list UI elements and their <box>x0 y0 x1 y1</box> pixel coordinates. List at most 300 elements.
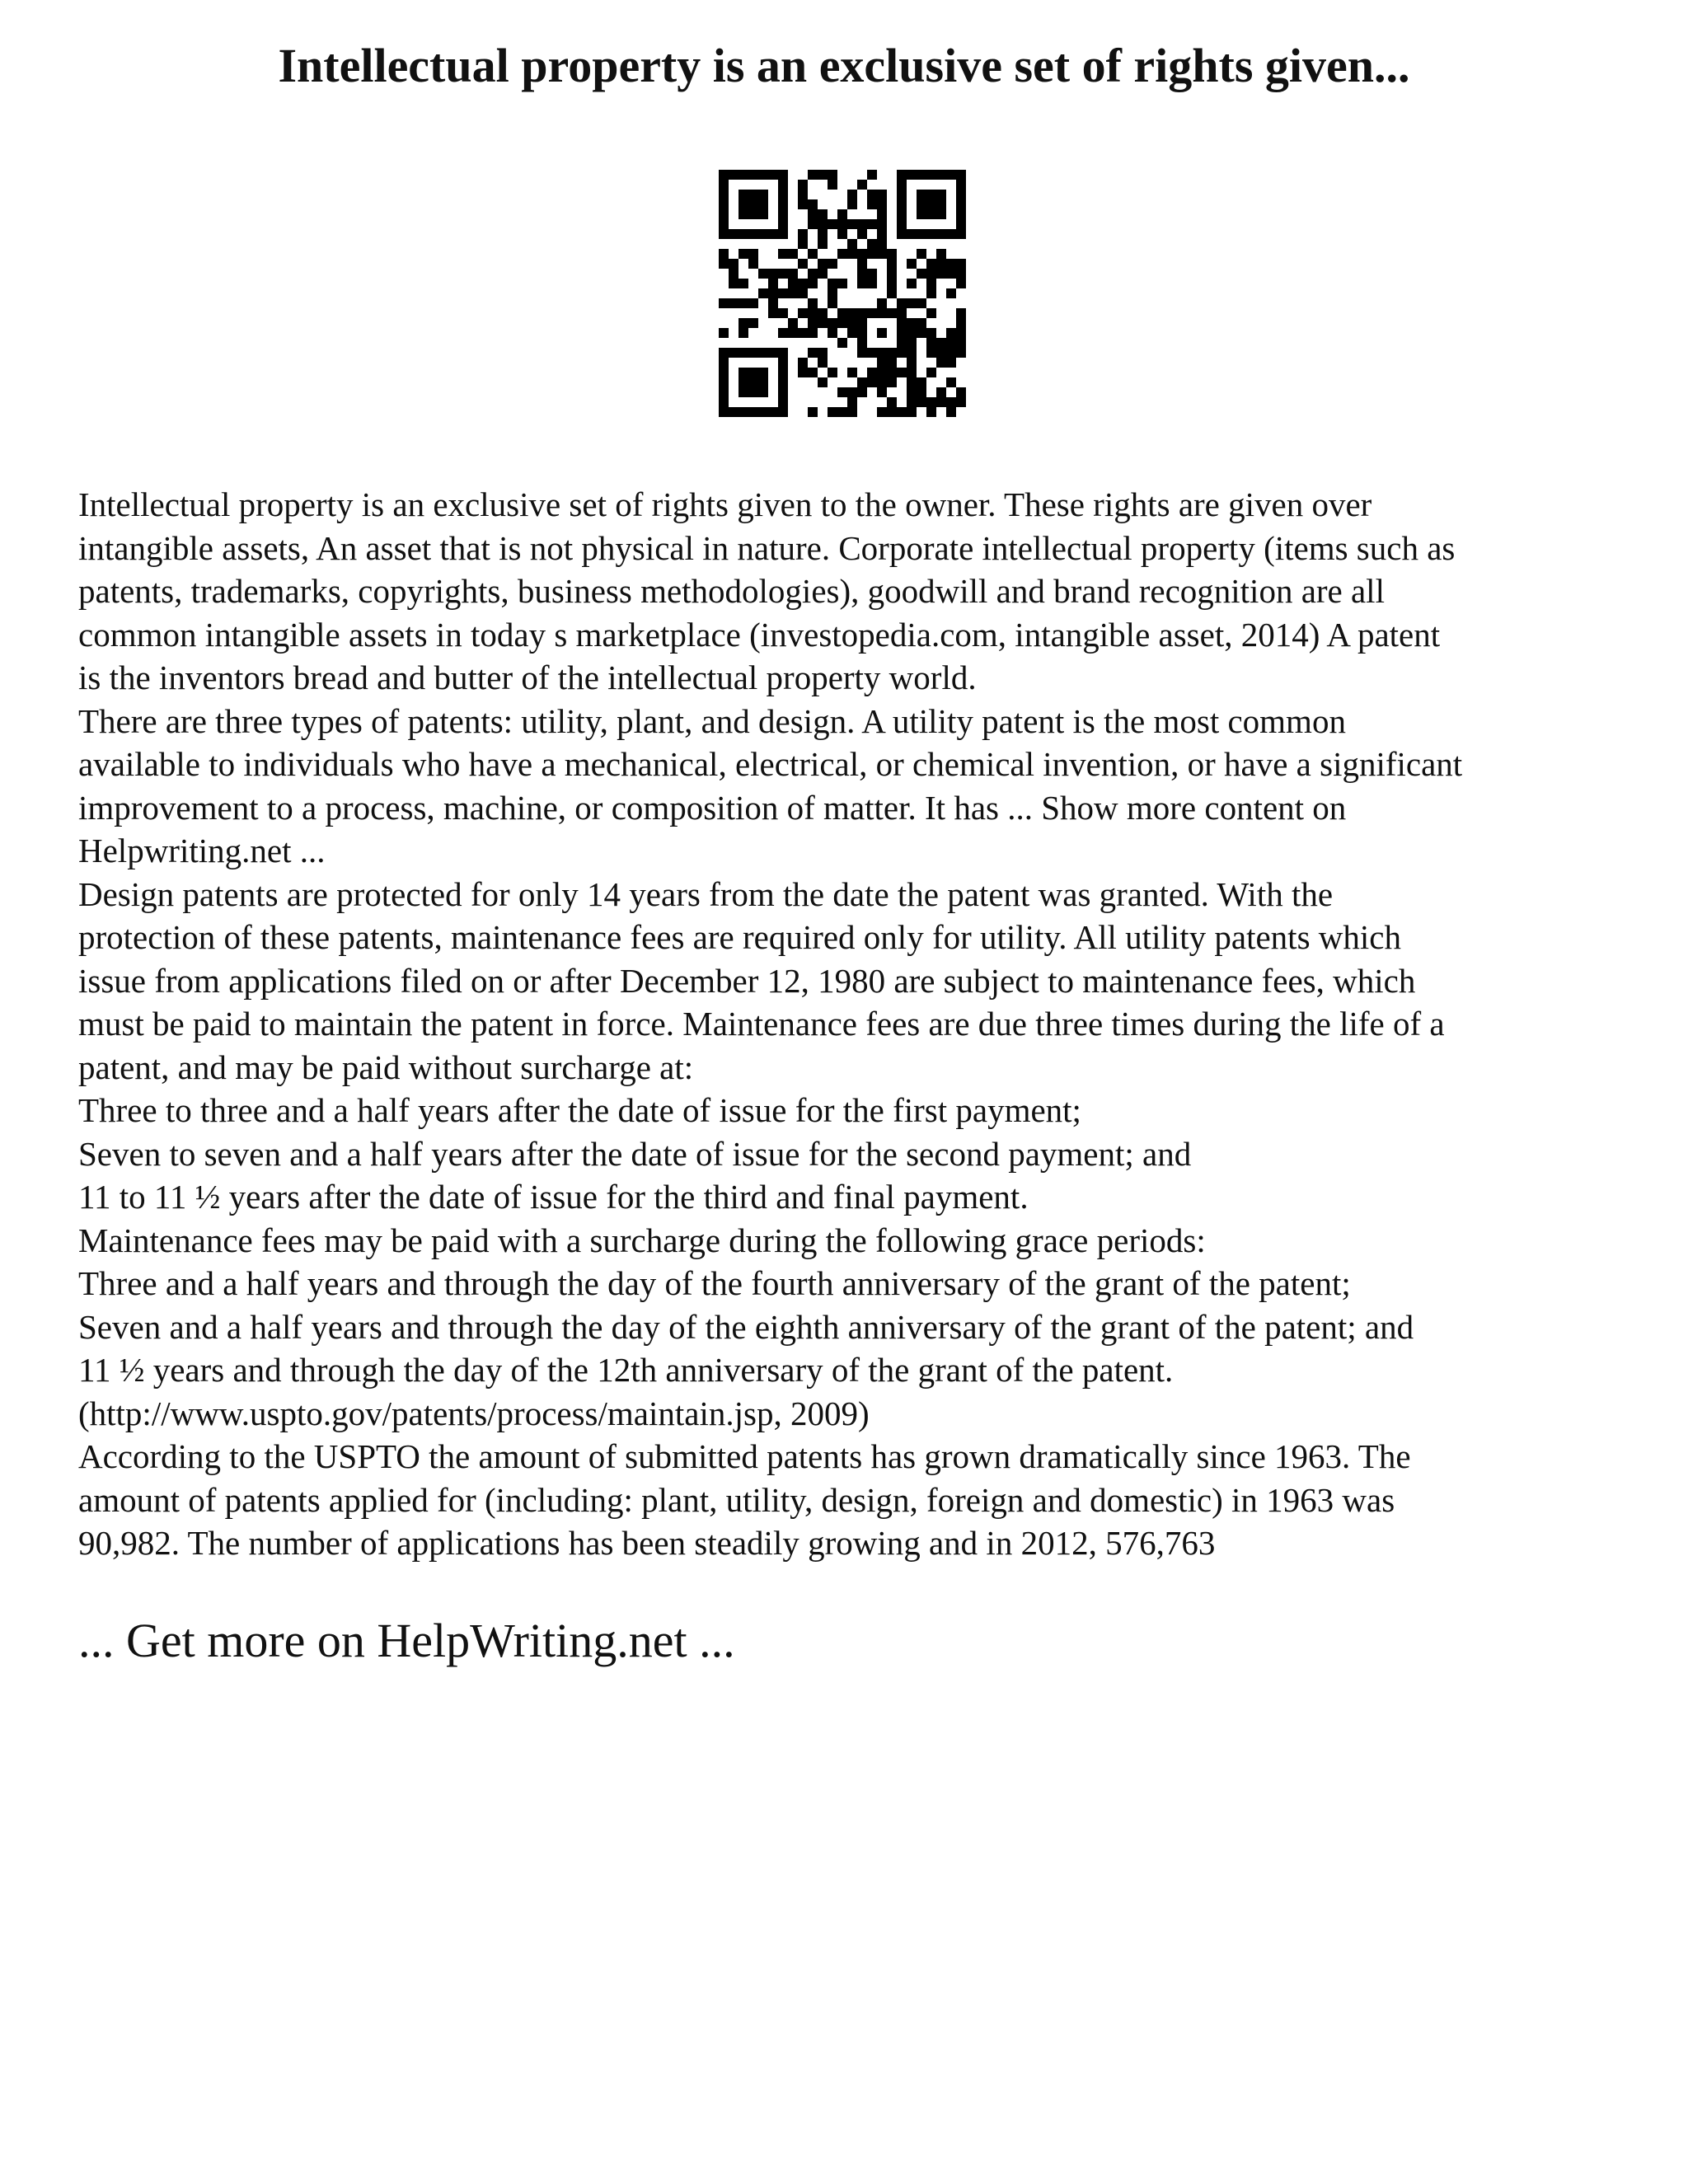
qr-module <box>729 229 738 239</box>
qr-module <box>936 249 946 259</box>
qr-module <box>847 407 857 417</box>
qr-module <box>897 308 907 318</box>
qr-module <box>857 328 867 338</box>
qr-module <box>748 229 758 239</box>
qr-module <box>936 229 946 239</box>
qr-module <box>936 190 946 199</box>
qr-module <box>946 328 956 338</box>
qr-module <box>857 308 867 318</box>
qr-module <box>877 407 887 417</box>
qr-module <box>956 229 966 239</box>
qr-module <box>907 170 917 180</box>
qr-module <box>956 190 966 199</box>
qr-module <box>936 170 946 180</box>
qr-module <box>738 318 748 328</box>
qr-module <box>798 358 808 368</box>
qr-module <box>778 328 788 338</box>
qr-module <box>748 199 758 209</box>
qr-module <box>778 249 788 259</box>
qr-module <box>907 397 917 407</box>
qr-module <box>798 190 808 199</box>
qr-module <box>897 338 907 348</box>
qr-module <box>907 348 917 358</box>
qr-module <box>887 348 897 358</box>
qr-module <box>758 387 768 397</box>
qr-module <box>867 308 877 318</box>
qr-module <box>837 387 847 397</box>
qr-module <box>907 338 917 348</box>
qr-module <box>719 358 729 368</box>
qr-module <box>847 397 857 407</box>
body-line: intangible assets, An asset that is not physical in nature. Corporate intellectual property (items such as <box>78 528 1456 567</box>
qr-module <box>907 368 917 377</box>
qr-module <box>936 387 946 397</box>
qr-module <box>907 328 917 338</box>
qr-module <box>936 269 946 279</box>
qr-module <box>847 239 857 249</box>
qr-module <box>926 288 936 298</box>
qr-module <box>897 407 907 417</box>
qr-module <box>917 318 926 328</box>
qr-module <box>828 328 837 338</box>
qr-module <box>828 298 837 308</box>
qr-module <box>738 199 748 209</box>
qr-module <box>897 368 907 377</box>
qr-module <box>917 397 926 407</box>
qr-module <box>867 190 877 199</box>
qr-module <box>907 318 917 328</box>
qr-module <box>778 308 788 318</box>
qr-module <box>808 407 818 417</box>
qr-module <box>798 239 808 249</box>
qr-module <box>917 377 926 387</box>
qr-module <box>758 229 768 239</box>
qr-module <box>788 318 798 328</box>
qr-module <box>719 259 729 269</box>
qr-module <box>956 338 966 348</box>
body-line: Intellectual property is an exclusive set of rights given to the owner. These rights are given over <box>78 485 1372 523</box>
qr-module <box>926 209 936 219</box>
qr-module <box>857 219 867 229</box>
qr-module <box>946 170 956 180</box>
qr-module <box>828 279 837 288</box>
body-line: Helpwriting.net ... <box>78 832 326 869</box>
qr-module <box>926 397 936 407</box>
qr-module <box>877 308 887 318</box>
qr-module <box>748 348 758 358</box>
qr-module <box>778 269 788 279</box>
qr-module <box>798 288 808 298</box>
qr-module <box>857 229 867 239</box>
qr-module <box>936 209 946 219</box>
qr-module <box>828 288 837 298</box>
qr-module <box>818 219 828 229</box>
qr-module <box>818 358 828 368</box>
qr-module <box>758 407 768 417</box>
qr-module <box>877 190 887 199</box>
qr-module <box>877 387 887 397</box>
qr-module <box>936 348 946 358</box>
qr-module <box>917 387 926 397</box>
qr-module <box>857 377 867 387</box>
qr-module <box>897 219 907 229</box>
qr-module <box>719 249 729 259</box>
qr-module <box>758 170 768 180</box>
body-line: must be paid to maintain the patent in force. Maintenance fees are due three times during the life of a <box>78 1005 1445 1043</box>
qr-module <box>867 170 877 180</box>
qr-module <box>748 249 758 259</box>
qr-module <box>837 318 847 328</box>
qr-module <box>946 348 956 358</box>
qr-module <box>808 328 818 338</box>
qr-module <box>828 259 837 269</box>
qr-module <box>758 348 768 358</box>
qr-module <box>907 229 917 239</box>
qr-module <box>847 368 857 377</box>
qr-module <box>956 219 966 229</box>
qr-module <box>788 279 798 288</box>
qr-module <box>897 209 907 219</box>
qr-module <box>719 387 729 397</box>
qr-module <box>729 269 738 279</box>
qr-module <box>808 279 818 288</box>
body-line: According to the USPTO the amount of submitted patents has grown dramatically since 1963. The <box>78 1437 1411 1475</box>
qr-module <box>857 269 867 279</box>
qr-module <box>926 308 936 318</box>
qr-module <box>857 249 867 259</box>
qr-module <box>768 279 778 288</box>
qr-module <box>867 279 877 288</box>
qr-module <box>748 318 758 328</box>
qr-module <box>719 328 729 338</box>
qr-module <box>788 328 798 338</box>
qr-module <box>917 229 926 239</box>
qr-module <box>867 368 877 377</box>
qr-module <box>956 279 966 288</box>
qr-module <box>917 249 926 259</box>
qr-module <box>857 259 867 269</box>
qr-module <box>719 368 729 377</box>
qr-module <box>867 199 877 209</box>
qr-module <box>729 407 738 417</box>
qr-module <box>808 219 818 229</box>
qr-module <box>887 308 897 318</box>
qr-module <box>946 358 956 368</box>
qr-module <box>778 377 788 387</box>
qr-module <box>917 298 926 308</box>
qr-module <box>738 229 748 239</box>
qr-module <box>926 348 936 358</box>
qr-module <box>877 219 887 229</box>
qr-module <box>946 288 956 298</box>
qr-module <box>887 407 897 417</box>
qr-module <box>877 348 887 358</box>
qr-module <box>738 368 748 377</box>
qr-module <box>818 269 828 279</box>
qr-module <box>719 180 729 190</box>
qr-module <box>897 348 907 358</box>
qr-module <box>936 358 946 368</box>
qr-module <box>847 199 857 209</box>
qr-module <box>926 338 936 348</box>
qr-module <box>907 407 917 417</box>
body-line: Three and a half years and through the day of the fourth anniversary of the grant of the patent; <box>78 1264 1351 1302</box>
qr-module <box>847 249 857 259</box>
qr-module <box>847 219 857 229</box>
qr-module <box>758 190 768 199</box>
qr-module <box>719 209 729 219</box>
qr-module <box>857 318 867 328</box>
qr-module <box>788 288 798 298</box>
qr-module <box>768 288 778 298</box>
qr-module <box>818 170 828 180</box>
qr-module <box>729 170 738 180</box>
qr-module <box>926 259 936 269</box>
qr-module <box>738 190 748 199</box>
qr-module <box>956 269 966 279</box>
qr-module <box>818 239 828 249</box>
qr-module <box>857 338 867 348</box>
qr-module <box>877 239 887 249</box>
qr-module <box>956 259 966 269</box>
qr-module <box>897 180 907 190</box>
qr-module <box>887 368 897 377</box>
qr-module <box>778 190 788 199</box>
qr-module <box>867 348 877 358</box>
qr-module <box>907 279 917 288</box>
get-more-link[interactable]: ... Get more on HelpWriting.net ... <box>78 1614 735 1667</box>
qr-module <box>778 348 788 358</box>
qr-module <box>798 279 808 288</box>
qr-module <box>719 229 729 239</box>
qr-module <box>887 288 897 298</box>
qr-module <box>907 358 917 368</box>
qr-code-icon <box>719 170 966 417</box>
qr-module <box>877 199 887 209</box>
qr-module <box>837 308 847 318</box>
qr-module <box>956 209 966 219</box>
qr-module <box>828 368 837 377</box>
qr-module <box>768 308 778 318</box>
qr-module <box>956 308 966 318</box>
qr-module <box>837 338 847 348</box>
qr-module <box>778 180 788 190</box>
qr-module <box>758 288 768 298</box>
qr-module <box>926 170 936 180</box>
qr-module <box>738 387 748 397</box>
qr-module <box>877 368 887 377</box>
qr-module <box>946 338 956 348</box>
body-line: 90,982. The number of applications has been steadily growing and in 2012, 576,763 <box>78 1524 1216 1562</box>
qr-module <box>798 368 808 377</box>
qr-module <box>798 259 808 269</box>
qr-module <box>778 397 788 407</box>
qr-module <box>738 279 748 288</box>
body-line: issue from applications filed on or after December 12, 1980 are subject to maintenance fees, which <box>78 961 1416 1000</box>
qr-module <box>778 209 788 219</box>
qr-module <box>818 377 828 387</box>
qr-module <box>837 279 847 288</box>
qr-module <box>926 269 936 279</box>
qr-module <box>719 298 729 308</box>
body-line: Seven to seven and a half years after the date of issue for the second payment; and <box>78 1134 1192 1173</box>
qr-module <box>748 209 758 219</box>
qr-module <box>897 298 907 308</box>
qr-module <box>897 190 907 199</box>
qr-module <box>768 170 778 180</box>
qr-module <box>956 397 966 407</box>
body-line: 11 to 11 ½ years after the date of issue for the third and final payment. <box>78 1178 1029 1216</box>
qr-module <box>887 259 897 269</box>
body-line: common intangible assets in today s marketplace (investopedia.com, intangible asset, 2014) A patent <box>78 615 1441 654</box>
qr-module <box>907 259 917 269</box>
qr-module <box>719 199 729 209</box>
qr-module <box>768 348 778 358</box>
qr-module <box>778 199 788 209</box>
qr-module <box>738 377 748 387</box>
qr-module <box>857 387 867 397</box>
qr-module <box>748 387 758 397</box>
qr-module <box>808 249 818 259</box>
qr-module <box>808 318 818 328</box>
qr-module <box>946 269 956 279</box>
qr-module <box>818 229 828 239</box>
qr-module <box>808 348 818 358</box>
body-line: Three to three and a half years after the date of issue for the first payment; <box>78 1091 1081 1129</box>
qr-module <box>798 229 808 239</box>
body-line: amount of patents applied for (including: plant, utility, design, foreign and domestic) in 1963 was <box>78 1480 1395 1519</box>
qr-module <box>828 180 837 190</box>
qr-module <box>946 377 956 387</box>
qr-module <box>907 377 917 387</box>
qr-module <box>917 190 926 199</box>
qr-module <box>887 397 897 407</box>
qr-module <box>867 219 877 229</box>
qr-module <box>837 407 847 417</box>
qr-module <box>719 348 729 358</box>
qr-module <box>956 170 966 180</box>
qr-module <box>729 259 738 269</box>
qr-module <box>877 229 887 239</box>
qr-module <box>887 269 897 279</box>
qr-module <box>798 328 808 338</box>
body-line: Maintenance fees may be paid with a surcharge during the following grace periods: <box>78 1221 1206 1259</box>
qr-module <box>926 199 936 209</box>
qr-module <box>798 180 808 190</box>
qr-module <box>748 407 758 417</box>
qr-module <box>808 368 818 377</box>
qr-module <box>956 387 966 397</box>
qr-module <box>847 328 857 338</box>
qr-module <box>867 269 877 279</box>
qr-module <box>847 190 857 199</box>
qr-module <box>778 358 788 368</box>
qr-module <box>956 180 966 190</box>
qr-module <box>857 279 867 288</box>
qr-module <box>788 249 798 259</box>
qr-module <box>729 348 738 358</box>
qr-module <box>738 170 748 180</box>
qr-module <box>818 308 828 318</box>
qr-module <box>719 170 729 180</box>
qr-module <box>926 190 936 199</box>
qr-module <box>887 358 897 368</box>
qr-module <box>798 308 808 318</box>
qr-module <box>936 259 946 269</box>
document-title: Intellectual property is an exclusive set of rights given... <box>278 39 1410 92</box>
qr-module <box>788 269 798 279</box>
qr-module <box>818 348 828 358</box>
qr-module <box>887 279 897 288</box>
qr-module <box>857 180 867 190</box>
qr-module <box>946 407 956 417</box>
qr-module <box>877 249 887 259</box>
qr-module <box>917 209 926 219</box>
qr-module <box>897 318 907 328</box>
qr-module <box>926 407 936 417</box>
qr-module <box>907 387 917 397</box>
qr-module <box>738 407 748 417</box>
qr-module <box>808 209 818 219</box>
qr-module <box>897 199 907 209</box>
qr-module <box>778 368 788 377</box>
qr-module <box>768 407 778 417</box>
qr-module <box>877 209 887 219</box>
qr-module <box>956 199 966 209</box>
qr-module <box>729 298 738 308</box>
qr-module <box>867 377 877 387</box>
body-line: 11 ½ years and through the day of the 12th anniversary of the grant of the patent. <box>78 1351 1174 1389</box>
qr-module <box>729 279 738 288</box>
qr-module <box>748 170 758 180</box>
qr-module <box>738 298 748 308</box>
qr-module <box>828 170 837 180</box>
qr-module <box>808 170 818 180</box>
qr-module <box>847 318 857 328</box>
body-line: is the inventors bread and butter of the intellectual property world. <box>78 658 977 696</box>
qr-module <box>946 397 956 407</box>
qr-module <box>956 318 966 328</box>
qr-module <box>768 229 778 239</box>
qr-module <box>926 368 936 377</box>
qr-module <box>798 199 808 209</box>
qr-module <box>887 249 897 259</box>
qr-module <box>917 170 926 180</box>
qr-module <box>847 387 857 397</box>
qr-module <box>748 377 758 387</box>
qr-module <box>926 328 936 338</box>
qr-module <box>956 348 966 358</box>
qr-module <box>897 328 907 338</box>
qr-module <box>926 279 936 288</box>
qr-module <box>738 348 748 358</box>
qr-module <box>748 190 758 199</box>
qr-module <box>847 308 857 318</box>
qr-module <box>857 348 867 358</box>
qr-module <box>936 397 946 407</box>
qr-module <box>887 377 897 387</box>
qr-module <box>877 328 887 338</box>
qr-module <box>808 269 818 279</box>
body-line: protection of these patents, maintenance fees are required only for utility. All utility patents which <box>78 918 1401 956</box>
qr-module <box>808 199 818 209</box>
qr-module <box>956 328 966 338</box>
qr-module <box>748 298 758 308</box>
qr-module <box>837 229 847 239</box>
body-line: There are three types of patents: utility, plant, and design. A utility patent is the most common <box>78 701 1346 740</box>
body-line: Seven and a half years and through the day of the eighth anniversary of the grant of the patent; and <box>78 1307 1414 1346</box>
qr-module <box>867 239 877 249</box>
